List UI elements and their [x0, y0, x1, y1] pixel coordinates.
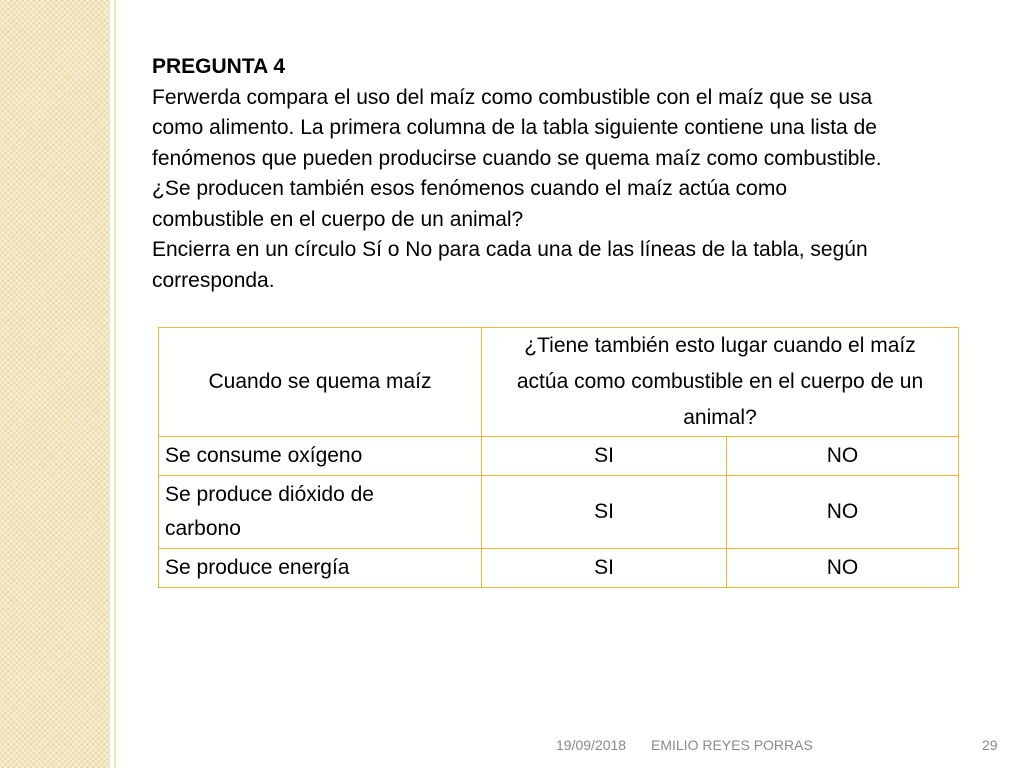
row-label-line: Se consume oxígeno: [165, 444, 363, 467]
header-right-line: animal?: [683, 406, 757, 429]
decorative-side-line: [114, 0, 116, 768]
answer-no-option[interactable]: NO: [727, 549, 959, 588]
answer-table: [158, 327, 959, 588]
question-line: corresponda.: [152, 268, 275, 292]
decorative-side-band: [0, 0, 110, 768]
footer-author: EMILIO REYES PORRAS: [651, 737, 813, 753]
table-header-row: [159, 328, 959, 437]
header-right-line: actúa como combustible en el cuerpo de un: [516, 370, 924, 393]
answer-no-option[interactable]: NO: [727, 437, 959, 476]
header-when-corn-burns: [159, 328, 482, 437]
table-row: [159, 476, 959, 549]
table-row: [159, 437, 959, 476]
question-text-block: [152, 52, 972, 296]
row-label-oxygen: [159, 437, 482, 476]
row-label-line: Se produce energía: [165, 556, 350, 579]
row-label-energy: [159, 549, 482, 588]
question-line: como alimento. La primera columna de la tabla siguiente contiene una lista de: [152, 116, 877, 139]
footer-page-number: 29: [982, 737, 998, 753]
question-line: combustible en el cuerpo de un animal?: [152, 207, 524, 231]
question-line: fenómenos que pueden producirse cuando se quema maíz como combustible.: [152, 146, 882, 170]
question-title: PREGUNTA 4: [152, 55, 286, 78]
header-right-line: ¿Tiene también esto lugar cuando el maíz: [524, 334, 916, 357]
answer-yes-option[interactable]: SI: [482, 476, 727, 549]
row-label-carbon-dioxide: [159, 476, 482, 549]
question-line: ¿Se producen también esos fenómenos cuando el maíz actúa como: [152, 177, 788, 200]
question-line: Ferwerda compara el uso del maíz como combustible con el maíz que se usa: [152, 85, 873, 109]
row-label-line: Se produce dióxido de: [165, 483, 374, 506]
answer-yes-option[interactable]: SI: [482, 549, 727, 588]
row-label-line: carbono: [165, 517, 241, 540]
table-row: [159, 549, 959, 588]
answer-no-option[interactable]: NO: [727, 476, 959, 549]
footer-date: 19/09/2018: [556, 737, 627, 753]
header-left-text: Cuando se quema maíz: [208, 370, 432, 393]
question-line: Encierra en un círculo Sí o No para cada una de las líneas de la tabla, según: [152, 238, 868, 261]
header-also-in-animal: [482, 328, 959, 437]
answer-yes-option[interactable]: SI: [482, 437, 727, 476]
